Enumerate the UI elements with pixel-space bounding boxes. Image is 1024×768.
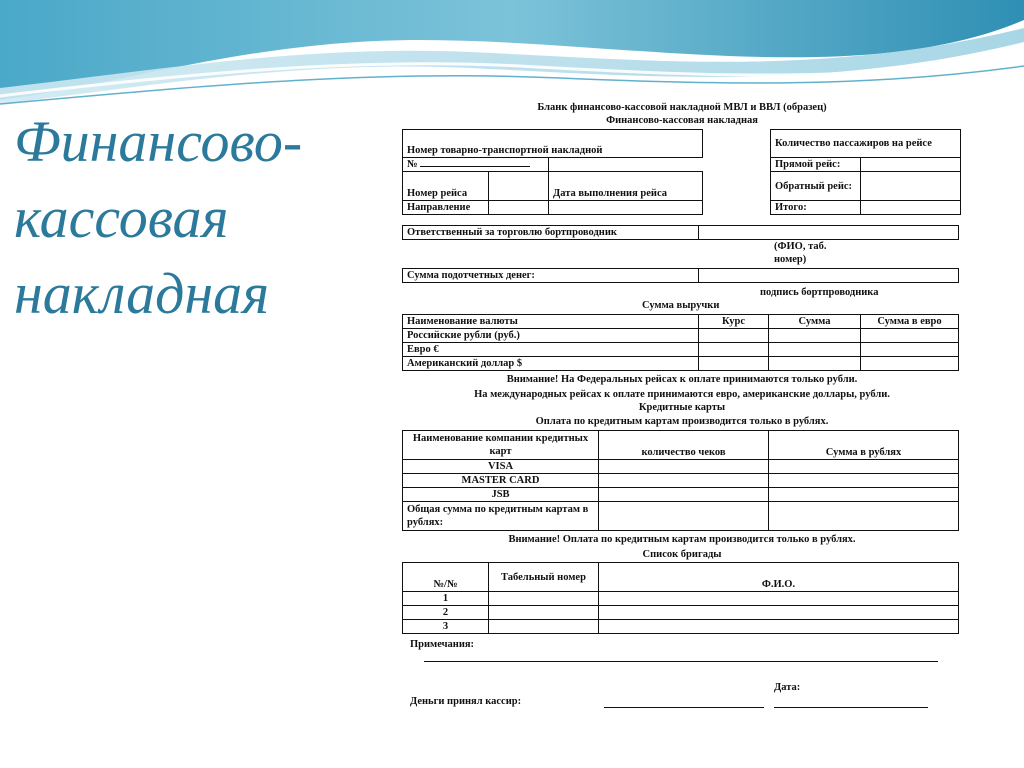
cards-total-label: Общая сумма по кредитным картам в рублях: — [403, 502, 599, 531]
passengers-table — [770, 129, 961, 215]
direction-label: Направление — [403, 201, 489, 215]
accountable-sum-label: Сумма подотчетных денег: — [403, 269, 699, 283]
flight-info-table — [402, 129, 703, 215]
cashier-label: Деньги принял кассир: — [410, 696, 522, 707]
card-row-visa: VISA — [403, 460, 599, 474]
title-line-3: накладная — [14, 261, 270, 326]
invoice-form — [402, 101, 962, 714]
currency-header-name: Наименование валюты — [403, 315, 699, 329]
currency-header-rate: Курс — [699, 315, 769, 329]
form-heading: Бланк финансово-кассовой накладной МВЛ и ВВЛ (образец) — [537, 102, 827, 113]
currency-row-usd: Американский доллар $ — [403, 357, 699, 371]
flight-number-label: Номер рейса — [403, 172, 489, 201]
notes-line — [424, 661, 938, 662]
signature-note: подпись бортпроводника — [760, 287, 879, 298]
brigade-row-3: 3 — [403, 620, 489, 634]
return-flight-label: Обратный рейс: — [771, 172, 861, 201]
brigade-row-2: 2 — [403, 606, 489, 620]
title-line-1: Финансово- — [14, 109, 303, 174]
date-line — [774, 707, 928, 708]
total-label: Итого: — [771, 201, 861, 215]
card-row-jsb: JSB — [403, 488, 599, 502]
passengers-label: Количество пассажиров на рейсе — [771, 130, 961, 158]
date-label: Дата: — [774, 682, 801, 693]
accountable-sum-table — [402, 268, 959, 283]
currency-header-sum-eur: Сумма в евро — [861, 315, 959, 329]
notice-cards: Внимание! Оплата по кредитным картам производится только в рублях. — [508, 534, 856, 545]
responsible-label: Ответственный за торговлю бортпроводник — [403, 226, 699, 240]
revenue-title: Сумма выручки — [642, 300, 720, 311]
ttn-number-cell: № — [403, 158, 549, 172]
brigade-header-tab: Табельный номер — [489, 563, 599, 592]
brigade-title: Список бригады — [642, 549, 722, 560]
form-subheading: Финансово-кассовая накладная — [606, 115, 758, 126]
cashier-signature-line — [604, 707, 764, 708]
credit-cards-notice: Оплата по кредитным картам производится только в рублях. — [535, 416, 829, 427]
notice-federal: Внимание! На Федеральных рейсах к оплате принимаются только рубли. — [506, 374, 858, 385]
brigade-header-no: №/№ — [403, 563, 489, 592]
credit-cards-table — [402, 430, 959, 531]
fio-tab-note: (ФИО, таб. номер) — [774, 241, 827, 265]
currency-row-rub: Российские рубли (руб.) — [403, 329, 699, 343]
currency-header-sum: Сумма — [769, 315, 861, 329]
credit-cards-title: Кредитные карты — [638, 402, 726, 413]
notice-international: На международных рейсах к оплате принимаются евро, американские доллары, рубли. — [474, 389, 890, 400]
title-line-2: кассовая — [14, 185, 229, 250]
cards-header-checks: количество чеков — [599, 431, 769, 460]
currency-table — [402, 314, 959, 371]
direct-flight-label: Прямой рейс: — [771, 158, 861, 172]
brigade-table — [402, 562, 959, 634]
card-row-mastercard: MASTER CARD — [403, 474, 599, 488]
flight-date-label: Дата выполнения рейса — [549, 172, 703, 201]
cards-header-sum: Сумма в рублях — [769, 431, 959, 460]
ttn-label: Номер товарно-транспортной накладной — [403, 130, 703, 158]
brigade-row-1: 1 — [403, 592, 489, 606]
brigade-header-fio: Ф.И.О. — [599, 563, 959, 592]
cards-header-company: Наименование компании кредитных карт — [403, 431, 599, 460]
slide-title — [14, 104, 374, 332]
currency-row-eur: Евро € — [403, 343, 699, 357]
notes-label: Примечания: — [410, 639, 475, 650]
responsible-table — [402, 225, 959, 240]
